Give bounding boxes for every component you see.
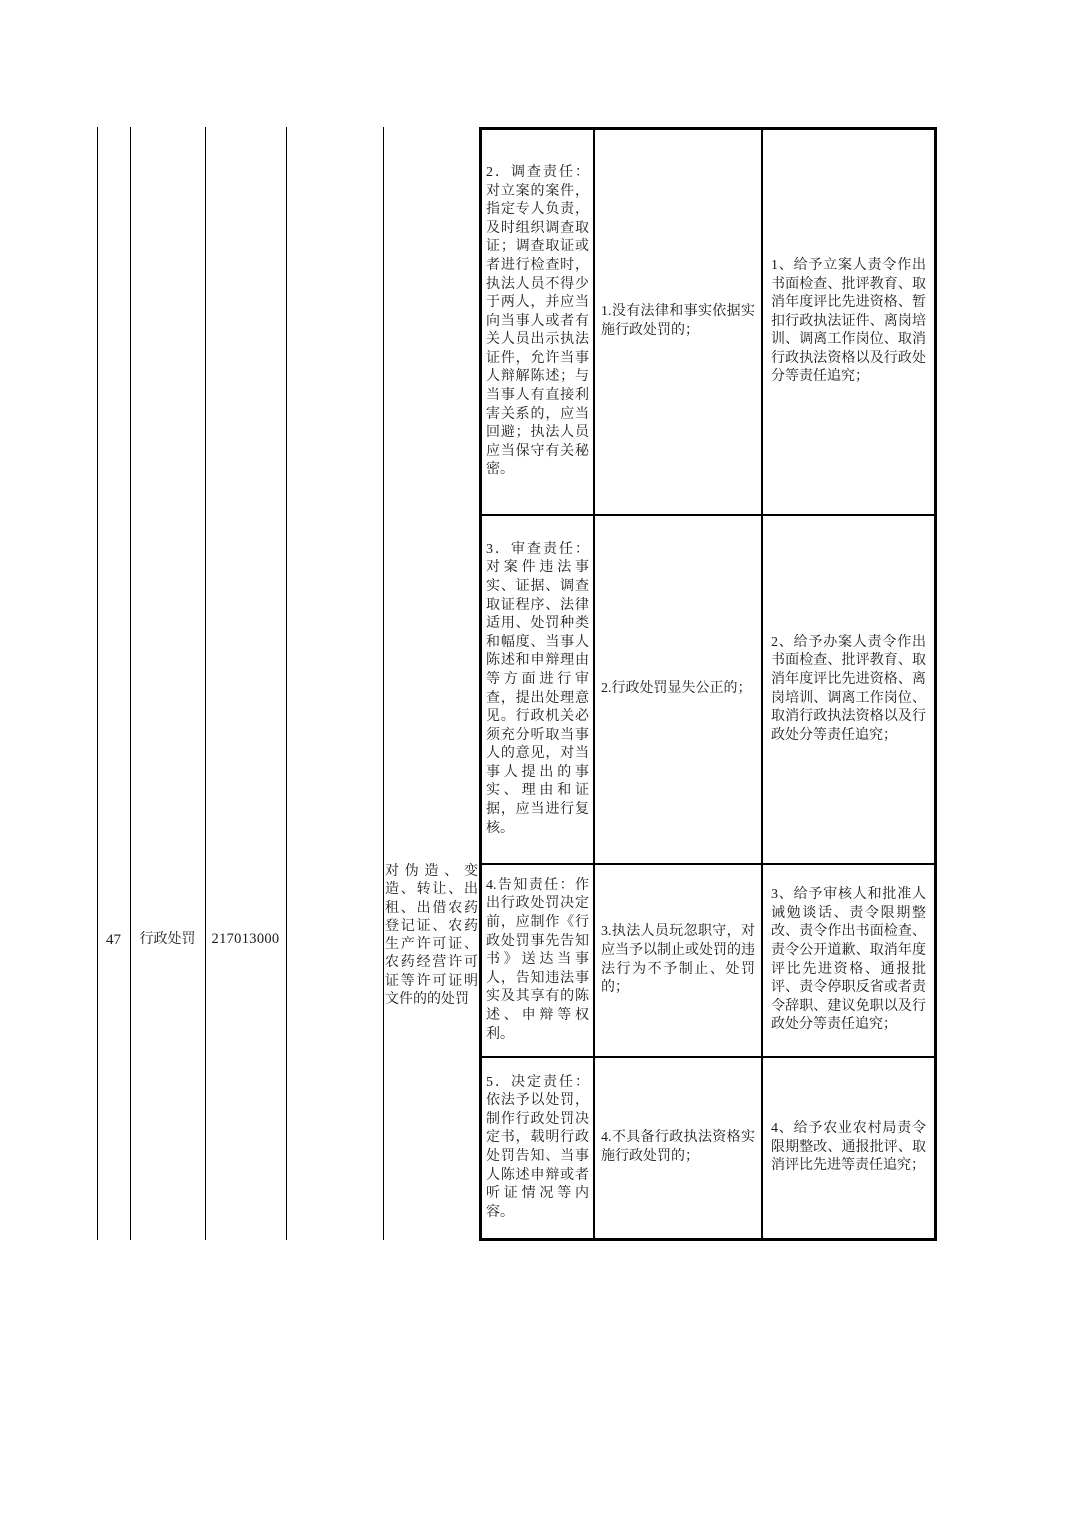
power-item-cell: 对伪造、变造、转让、出租、出借农药登记证、农药生产许可证、农药经营许可证等许可证明文件的的处罚	[385, 864, 478, 1008]
column-divider	[130, 127, 131, 1240]
accountability-text: 1、给予立案人责令作出书面检查、批评教育、取消年度评比先进资格、暂扣行政执法证件、离岗培训、调离工作岗位、取消行政执法资格以及行政处分等责任追究；	[771, 257, 926, 385]
misconduct-text: 1.没有法律和事实依据实施行政处罚的；	[601, 304, 755, 338]
duty-cell	[482, 130, 595, 516]
column-divider	[286, 127, 287, 1240]
misconduct-cell	[595, 1058, 763, 1238]
accountability-cell	[763, 865, 934, 1058]
accountability-cell	[763, 1058, 934, 1238]
duty-text: 3．审查责任：对案件违法事实、证据、调查取证程序、法律适用、处罚种类和幅度、当事人陈述和申辩理由等方面进行审查，提出处理意见。行政机关必须充分听取当事人的意见，对当事人提出的事实、理由和证据，应当进行复核。	[486, 541, 589, 836]
misconduct-cell	[595, 130, 763, 516]
power-code-cell: 217013000	[211, 931, 280, 947]
power-category-cell: 行政处罚	[139, 932, 196, 947]
duty-cell	[482, 516, 595, 865]
misconduct-text: 3.执法人员玩忽职守，对应当予以制止或处罚的违法行为不予制止、处罚的；	[601, 924, 755, 996]
duty-text: 2．调查责任：对立案的案件，指定专人负责，及时组织调查取证；调查取证或者进行检查时，执法人员不得少于两人，并应当向当事人或者有关人员出示执法证件，允许当事人辩解陈述；与当事人有直接利害关系的，应当回避；执法人员应当保守有关秘密。	[486, 164, 589, 478]
misconduct-text: 2.行政处罚显失公正的；	[601, 681, 752, 697]
duty-text: 4.告知责任：作出行政处罚决定前，应制作《行政处罚事先告知书》送达当事人，告知违法事实及其享有的陈述、申辩等权利。	[486, 877, 589, 1042]
accountability-text: 2、给予办案人责令作出书面检查、批评教育、取消年度评比先进资格、离岗培训、调离工作岗位、取消行政执法资格以及行政处分等责任追究；	[771, 634, 926, 743]
accountability-text: 3、给予审核人和批准人诫勉谈话、责令限期整改、责令作出书面检查、责令公开道歉、取消年度评比先进资格、通报批评、责令停职反省或者责令辞职、建议免职以及行政处分等责任追究；	[771, 887, 926, 1033]
misconduct-cell	[595, 516, 763, 865]
duty-cell	[482, 1058, 595, 1238]
responsibility-table	[479, 127, 937, 1241]
column-divider	[97, 127, 98, 1240]
column-divider	[205, 127, 206, 1240]
serial-number-cell: 47	[106, 932, 121, 948]
column-divider	[383, 127, 384, 1240]
accountability-cell	[763, 130, 934, 516]
accountability-text: 4、给予农业农村局责令限期整改、通报批评、取消评比先进等责任追究；	[771, 1121, 926, 1174]
duty-cell	[482, 865, 595, 1058]
misconduct-text: 4.不具备行政执法资格实施行政处罚的；	[601, 1130, 755, 1164]
duty-text: 5．决定责任：依法予以处罚，制作行政处罚决定书，载明行政处罚告知、当事人陈述申辩或者听证情况等内容。	[486, 1074, 589, 1220]
misconduct-cell	[595, 865, 763, 1058]
accountability-cell	[763, 516, 934, 865]
